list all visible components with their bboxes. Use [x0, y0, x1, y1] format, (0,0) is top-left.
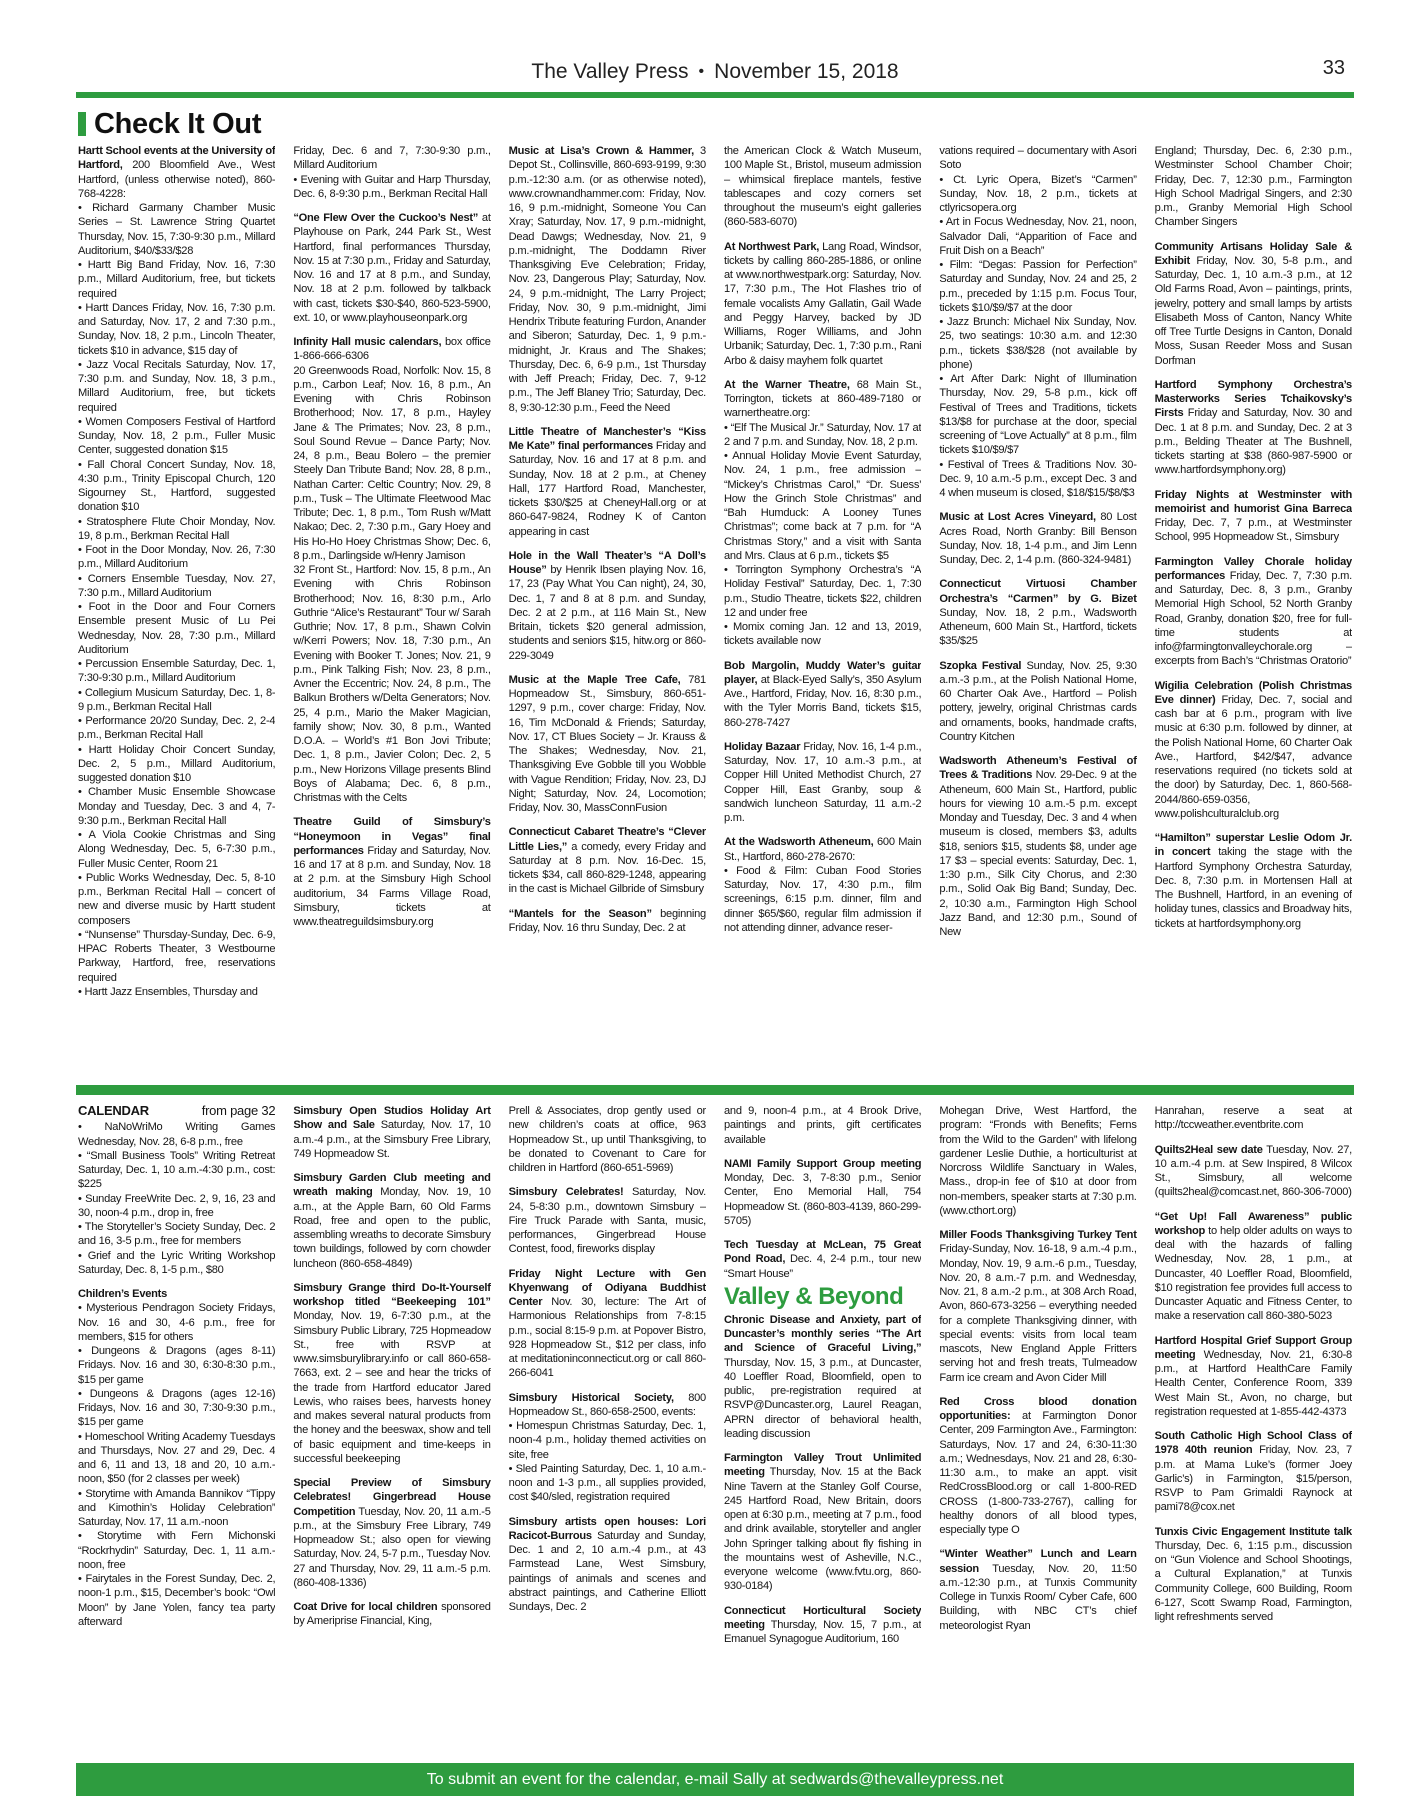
- text-column: [1155, 144, 1352, 1072]
- text-column: [78, 1104, 275, 1754]
- event-listing: [1155, 144, 1352, 230]
- event-details: at Black-Eyed Sally’s, 350 Asylum Ave., Hartford, Friday, Nov. 16, 8:30 p.m., with the Tyler Morris Band, tickets $15, 860-278-7427: [723, 673, 922, 729]
- event-details: Friday, Nov. 23, 7 p.m. at Mama Luke’s (former Joey Garlic’s) in Farmington, $15/person, RSVP to Pam Grimaldi Raynock at pami78@cox.net: [1154, 1444, 1352, 1514]
- event-listing: [509, 1391, 706, 1505]
- event-title: Hartt School events at the University of Hartford,: [78, 145, 276, 172]
- event-listing: [939, 1104, 1136, 1218]
- event-details: by Henrik Ibsen playing Nov. 16, 17, 23 (Pay What You Can night), 24, 30, Dec. 1, 7 and 8 at 8 p.m. and Sunday, Dec. 2 at 2 p.m., at 116 Main St., New Britain, tickets $20 general admission, students and seniors $15, hitw.org or 860-229-3049: [508, 564, 706, 662]
- event-details: Thursday, Dec. 6, 1:15 p.m., discussion on “Gun Violence and School Shootings, a Cultural Explanation,” at Tunxis Community College, 600 Building, Room 6-127, Scott Swamp Road, Farmington, light refreshments served: [1154, 1539, 1352, 1623]
- event-details: Friday, Dec. 7, social and cash bar at 6 p.m., program with live music at 6:30 p.m. followed by dinner, at the Polish National Home, 60 Charter Oak Ave., Hartford, $42/$47, advance reservations required (no tickets sold at the door) by Saturday, Dec. 1, 860-568-2044/860-659-0356, www.polishculturalclub.org: [1154, 693, 1352, 820]
- event-details: England; Thursday, Dec. 6, 2:30 p.m., Westminster School Chamber Choir; Friday, Dec. 7, 12:30 p.m., Farmington High School Madrigal Singers, and 2:30 p.m., Granby Memorial High School Chamber Singers: [1154, 145, 1352, 229]
- event-details: sponsored by Ameriprise Financial, King,: [293, 1601, 491, 1628]
- text-column: [724, 144, 921, 1072]
- event-details: Wednesday, Nov. 21, 6:30-8 p.m., at Hartford HealthCare Family Health Center, Conference Room, 339 West Main St., Avon, no charge, but registration requested at 1-855-442-4373: [1154, 1348, 1352, 1418]
- event-title: At the Wadsworth Atheneum,: [723, 836, 874, 849]
- event-title: Simsbury Garden Club meeting and wreath making: [293, 1172, 491, 1199]
- event-listing: [1155, 1334, 1352, 1420]
- event-title: Miller Foods Thanksgiving Turkey Tent: [939, 1229, 1137, 1241]
- text-column: [293, 1104, 490, 1754]
- event-listing: [1155, 240, 1352, 368]
- section-header: [78, 107, 261, 141]
- masthead: [76, 56, 1354, 88]
- event-title: South Catholic High School Class of 1978 40th reunion: [1154, 1430, 1352, 1457]
- event-title: Friday Night Lecture with Gen Khyenwang of Odiyana Buddhist Center: [508, 1267, 706, 1308]
- event-details: Hanrahan, reserve a seat at http://tccweather.eventbrite.com: [1154, 1105, 1352, 1132]
- event-title: Hartford Symphony Orchestra’s Masterworks Series Tchaikovsky’s Firsts: [1154, 378, 1352, 420]
- event-details: 600 Main St., Hartford, 860-278-2670: • Food & Film: Cuban Food Stories Saturday, Nov. 17, 4:30 p.m., film screenings, 6:15 p.m. dinner, film and dinner $65/$60, regular film admission if not attending dinner, advance reser-: [723, 836, 922, 934]
- event-title: Tunxis Civic Engagement Institute talk: [1154, 1525, 1352, 1538]
- event-listing: [939, 659, 1136, 745]
- middle-divider: [76, 1085, 1354, 1095]
- event-details: Thursday, Nov. 15, 3 p.m., at Duncaster, 40 Loeffler Road, Bloomfield, open to public, pre-registration required at RSVP@Duncaster.org, Laurel Reagan, APRN director of behavioral health, leading discussion: [723, 1356, 922, 1440]
- continued-from-label: from page 32: [201, 1104, 276, 1118]
- event-details: beginning Friday, Nov. 16 thru Sunday, Dec. 2 at: [508, 907, 706, 934]
- event-listing: [939, 1395, 1136, 1538]
- section-tab-marker: [78, 112, 86, 136]
- event-listing: [724, 659, 921, 730]
- event-listing: [293, 1281, 490, 1466]
- calendar-label: CALENDAR: [78, 1104, 149, 1118]
- event-listing: [939, 1547, 1136, 1633]
- event-details: and 9, noon-4 p.m., at 4 Brook Drive, paintings and prints, gift certificates available: [723, 1105, 922, 1146]
- page-number: 33: [1322, 57, 1345, 79]
- event-listing: [293, 1171, 490, 1271]
- event-title: Holiday Bazaar: [723, 740, 801, 753]
- event-details: taking the stage with the Hartford Symphony Orchestra Saturday, Dec. 8, 7:30 p.m. in Mortensen Hall at The Bushnell, Hartford, in an evening of holiday tunes, classics and Broadway hits, tickets at hartfordsymphony.org: [1154, 846, 1352, 930]
- event-title: Simsbury artists open houses: Lori Racicot-Burrous: [508, 1515, 706, 1542]
- event-listing: [509, 1104, 706, 1175]
- event-listing: [724, 1104, 921, 1147]
- publication-name: The Valley Press: [531, 60, 689, 83]
- event-listing: [1155, 1143, 1352, 1200]
- event-details: Sunday, Nov. 18, 2 p.m., Wadsworth Atheneum, 600 Main St., Hartford, tickets $35/$25: [939, 606, 1137, 648]
- event-listing: [724, 1238, 921, 1281]
- event-listing: [939, 754, 1136, 939]
- event-listing: [939, 144, 1136, 500]
- event-details: Monday, Nov. 19, 10 a.m., at the Apple Barn, 60 Old Farms Road, free and open to the public, assembling wreaths to decorate Simsbury town buildings, followed by corn chowder luncheon (860-658-4849): [293, 1186, 491, 1270]
- event-details: at Playhouse on Park, 244 Park St., West Hartford, final performances Thursday, Nov. 15 at 7:30 p.m., Friday and Saturday, Nov. 16 and 17 at 8 p.m., and Sunday, Nov. 18 at 2 p.m. followed by talkback with cast, tickets $30-$40, 860-523-5900, ext. 10, or www.playhouseonpark.org: [293, 212, 491, 324]
- event-title: Farmington Valley Trout Unlimited meeting: [723, 1452, 922, 1479]
- event-listing: [509, 425, 706, 539]
- calendar-continuation-header: [78, 1104, 275, 1118]
- event-listing: [724, 1604, 921, 1647]
- event-title: Tech Tuesday at McLean, 75 Great Pond Road,: [723, 1239, 922, 1266]
- event-details: • Mysterious Pendragon Society Fridays, Nov. 16 and 30, 4-6 p.m., free for members, $15 for others • Dungeons & Dragons (ages 8-11) Fridays. Nov. 16 and 30, 6:30-8:30 p.m., $15 per game • Dungeons & Dragons (ages 12-16) Fridays, Nov. 16 and 30, 7:30-9:30 p.m., $15 per game • Homeschool Writing Academy Tuesdays and Thursdays, Nov. 27 and 29, Dec. 4 and 6, 11 and 13, 18 and 20, 10 a.m.-noon, $50 (for 2 classes per week) • Storytime with Amanda Bannikov “Tippy and Kimothin’s Holiday Celebration” Saturday, Nov. 17, 11 a.m.-noon • Storytime with Fern Michonski “Rockrhydin” Saturday, Dec. 1, 11 a.m.-noon, free • Fairytales in the Forest Sunday, Dec. 2, noon-1 p.m., $15, December’s book: “Owl Moon” by Jane Yolen, fancy tea party afterward: [78, 1302, 276, 1628]
- event-title: Infinity Hall music calendars,: [293, 336, 442, 348]
- event-title: “One Flew Over the Cuckoo’s Nest”: [293, 212, 479, 224]
- event-listing: [724, 144, 921, 230]
- event-title: At the Warner Theatre,: [723, 378, 850, 391]
- calendar-columns: [78, 1104, 1352, 1754]
- event-listing: [293, 1104, 490, 1161]
- text-column: [78, 144, 275, 1072]
- event-title: Hole in the Wall Theater’s “A Doll’s House”: [508, 549, 706, 576]
- event-title: Little Theatre of Manchester’s “Kiss Me Kate” final performances: [508, 425, 706, 452]
- text-column: [509, 144, 706, 1072]
- event-title: Red Cross blood donation opportunities:: [939, 1395, 1137, 1422]
- event-listing: [1155, 1104, 1352, 1133]
- event-details: Friday, Dec. 7, 7 p.m., at Westminster School, 995 Hopmeadow St., Simsbury: [1154, 517, 1352, 544]
- event-details: Saturday and Sunday, Dec. 1 and 2, 10 a.m.-4 p.m., at 43 Farmstead Lane, West Simsbury, paintings of animals and scenes and abstract paintings, and Catherine Elliott Sundays, Dec. 2: [508, 1529, 706, 1613]
- event-details: Prell & Associates, drop gently used or new children’s coats at office, 963 Hopmeadow St., up until Thanksgiving, to be donated to Covenant to Care for children in Hartford (860-651-5969): [508, 1105, 706, 1174]
- event-listing: [1155, 831, 1352, 931]
- event-title: Simsbury Historical Society,: [508, 1391, 674, 1404]
- event-listing: [509, 1185, 706, 1256]
- event-title: Children’s Events: [78, 1288, 168, 1300]
- event-listing: [293, 335, 490, 805]
- event-title: Wadsworth Atheneum’s Festival of Trees & Traditions: [939, 755, 1137, 782]
- event-details: Dec. 4, 2-4 p.m., tour new “Smart House”: [723, 1253, 922, 1280]
- event-title: Music at Lisa’s Crown & Hammer,: [508, 145, 695, 157]
- event-listing: [1155, 488, 1352, 545]
- event-details: Friday and Saturday, Nov. 30 and Dec. 1 at 8 p.m. and Sunday, Dec. 2 at 3 p.m., Belding Theater at The Bushnell, tickets starting at $38 (860-987-5900 or www.hartfordsymphony.org): [1154, 407, 1352, 477]
- event-listing: [509, 825, 706, 896]
- event-listing: [78, 1120, 275, 1277]
- event-listing: [939, 510, 1136, 567]
- event-listing: [1155, 1210, 1352, 1324]
- event-details: Nov. 30, lecture: The Art of Harmonious Relationships from 7-8:15 p.m., social 8:15-9 p.m. at Popover Bistro, 928 Hopmeadow St., $12 per class, info at meditationinconnecticut.org or call 860-266-6041: [508, 1296, 706, 1380]
- event-details: Sunday, Nov. 25, 9:30 a.m.-3 p.m., at the Polish National Home, 60 Charter Oak Ave., Hartford – Polish pottery, jewelry, original Christmas cards and ornaments, books, handmade crafts, Country Kitchen: [939, 659, 1137, 743]
- text-column: [293, 144, 490, 1072]
- event-title: Connecticut Cabaret Theatre’s “Clever Little Lies,”: [508, 826, 706, 853]
- event-title: “Winter Weather” Lunch and Learn session: [939, 1548, 1137, 1575]
- event-title: Connecticut Virtuosi Chamber Orchestra’s “Carmen” by G. Bizet: [939, 578, 1137, 605]
- check-it-out-columns: [78, 144, 1352, 1072]
- event-listing: [724, 1157, 921, 1228]
- event-details: • NaNoWriMo Writing Games Wednesday, Nov. 28, 6-8 p.m., free • “Small Business Tools” Writing Retreat Saturday, Dec. 1, 10 a.m.-4:30 p.m., cost: $225 • Sunday FreeWrite Dec. 2, 9, 16, 23 and 30, noon-4 p.m., drop in, free • The Storyteller’s Society Sunday, Dec. 2 and 16, 3-5 p.m., free for members • Grief and the Lyric Writing Workshop Saturday, Dec. 8, 1-5 p.m., $80: [78, 1121, 276, 1276]
- event-listing: [509, 1267, 706, 1381]
- event-listing: [939, 1228, 1136, 1385]
- event-details: vations required – documentary with Asori Soto • Ct. Lyric Opera, Bizet’s “Carmen” Sunday, Nov. 18, 2 p.m., tickets at ctlyricsopera.org • Art in Focus Wednesday, Nov. 21, noon, Salvador Dali, “Apparition of Face and Fruit Dish on a Beach” • Film: “Degas: Passion for Perfection” Saturday and Sunday, Nov. 24 and 25, 2 p.m., preceded by 1:15 p.m. Focus Tour, tickets $10/$9/$7 at the door • Jazz Brunch: Michael Nix Sunday, Nov. 25, two seatings: 10:30 a.m. and 12:30 p.m., tickets $38/$28 (not available by phone) • Art After Dark: Night of Illumination Thursday, Nov. 29, 5-8 p.m., kick off Festival of Trees and Traditions, tickets $13/$8 for purchase at the door, special screening of “Love Actually” at 8 p.m., film tickets $10/$9/$7 • Festival of Trees & Traditions Nov. 30-Dec. 9, 10 a.m.-5 p.m., except Dec. 3 and 4 when museum is closed, $18/$15/$8/$3: [939, 145, 1137, 499]
- event-title: At Northwest Park,: [723, 240, 820, 253]
- event-details: Monday, Nov. 19, 6-7:30 p.m., at the Simsbury Public Library, 725 Hopmeadow St., free with RSVP at www.simsburylibrary.info or call 860-658-7663, ext. 2 – see and hear the tricks of the trade from Hartford educator Jared Lewis, who raises bees, harvests honey and makes several natural products from the honey and the beeswax, show and tell of basic equipment and time-keeps in successful beekeeping: [293, 1310, 491, 1465]
- event-listing: [1155, 555, 1352, 669]
- event-details: a comedy, every Friday and Saturday at 8 p.m. Nov. 16-Dec. 15, tickets $34, call 860-829-1248, appearing in the cast is Michael Gilbride of Simsbury: [508, 840, 706, 896]
- event-details: Nov. 29-Dec. 9 at the Atheneum, 600 Main St., Hartford, public hours for viewing 10 a.m.-5 p.m. except Monday and Tuesday, Dec. 3 and 4 when museum is closed, members $3, adults $18, seniors $15, students $8, under age 17 $3 – special events: Saturday, Dec. 1, 1:30 p.m., Silk City Chorus, and 2:30 p.m., Solid Oak Big Band; Sunday, Dec. 2, 10:30 a.m., Farmington High School Jazz Band, and 12:30 p.m., Sound of New: [939, 769, 1137, 938]
- issue-date: November 15, 2018: [714, 60, 899, 83]
- event-title: Simsbury Open Studios Holiday Art Show and Sale: [293, 1105, 491, 1132]
- event-listing: [1155, 1525, 1352, 1625]
- submission-footer: [76, 1763, 1354, 1796]
- event-title: Friday Nights at Westminster with memoirist and humorist Gina Barreca: [1154, 488, 1352, 515]
- event-listing: [293, 144, 490, 201]
- event-listing: [509, 144, 706, 415]
- event-title: Wigilia Celebration (Polish Christmas Eve dinner): [1154, 679, 1352, 706]
- event-listing: [293, 211, 490, 325]
- event-details: Friday, Dec. 6 and 7, 7:30-9:30 p.m., Millard Auditorium • Evening with Guitar and Harp Thursday, Dec. 6, 8-9:30 p.m., Berkman Recital Hall: [293, 145, 491, 200]
- event-listing: [724, 1451, 921, 1594]
- event-details: Friday and Saturday, Nov. 16 and 17 at 8 p.m. and Sunday, Nov. 18 at 2 p.m. at the Simsbury High School auditorium, 34 Farms Village Road, Simsbury, tickets at www.theatreguildsimsbury.org: [293, 844, 491, 928]
- event-details: Tuesday, Nov. 20, 11:50 a.m.-12:30 p.m., at Tunxis Community College in Tunxis Room/ Cyber Cafe, 600 Building, with NBC CT’s chief meteorologist Ryan: [939, 1562, 1137, 1632]
- event-title: Connecticut Horticultural Society meeting: [723, 1604, 922, 1631]
- top-divider: [76, 92, 1354, 98]
- event-title: Farmington Valley Chorale holiday performances: [1154, 555, 1352, 582]
- event-details: Lang Road, Windsor, tickets by calling 860-285-1886, or online at www.northwestpark.org: Saturday, Nov. 17, 7:30 p.m., The Hot Flashes trio of female vocalists Amy Gallatin, Gail Wade and Peggy Harvey, backed by JD Williams, Roger Williams, and John Urbanik; Saturday, Dec. 1, 7:30 p.m., Rani Arbo & daisy mayhem folk quartet: [723, 240, 922, 367]
- text-column: [1155, 1104, 1352, 1754]
- event-listing: [509, 1515, 706, 1615]
- event-listing: [509, 549, 706, 663]
- text-column: [509, 1104, 706, 1754]
- event-details: 781 Hopmeadow St., Simsbury, 860-651-1297, 9 p.m., cover charge: Friday, Nov. 16, Tim McDonald & Friends; Saturday, Nov. 17, CT Blues Society – Jr. Krauss & The Shakes; Wednesday, Nov. 21, Thanksgiving Eve Gobble till you Wobble with Vague Rendition; Friday, Nov. 23, DJ Night; Saturday, Nov. 24, Locomotion; Friday, Nov. 30, MassConnFusion: [508, 673, 706, 814]
- event-listing: [293, 1476, 490, 1590]
- event-title: Chronic Disease and Anxiety, part of Duncaster’s monthly series “The Art and Science of Graceful Living,”: [723, 1313, 922, 1355]
- event-details: box office 1-866-666-6306 20 Greenwoods Road, Norfolk: Nov. 15, 8 p.m., Carbon Leaf; Nov. 16, 8 p.m., An Evening with Chris Robinson Brotherhood; Nov. 17, 8 p.m., Hayley Jane & The Primates; Nov. 23, 8 p.m., Soul Sound Revue – Dance Party; Nov. 24, 8 p.m., Beau Bolero – the premier Steely Dan Tribute Band; Nov. 28, 8 p.m., Nathan Carter: Celtic Country; Nov. 29, 8 p.m., Tusk – The Ultimate Fleetwood Mac Tribute; Dec. 1, 8 p.m., Tom Rush w/Matt Nakao; Dec. 2, 7:30 p.m., Gary Hoey and His Ho-Ho Hoey Christmas Show; Dec. 6, 8 p.m., Darlingside w/Henry Jamison 32 Front St., Hartford: Nov. 15, 8 p.m., An Evening with Chris Robinson Brotherhood; Nov. 16, 8:30 p.m., Arlo Guthrie “Alice’s Restaurant” Tour w/ Sarah Guthrie; Nov. 17, 8 p.m., Shawn Colvin w/Kerri Powers; Nov. 18, 7:30 p.m., An Evening with Booker T. Jones; Nov. 21, 9 p.m., Pink Talking Fish; Nov. 23, 8 p.m., Avner the Eccentric; Nov. 24, 8 p.m., The Balkun Brothers w/Delta Generators; Nov. 25, 4 p.m., Mario the Maker Magician, family show; Nov. 30, 8 p.m., Wanted D.O.A. – World’s #1 Bon Jovi Tribute; Dec. 1, 8 p.m., Javier Colon; Dec. 2, 5 p.m., New Horizons Village presents Blind Boys of Alabama; Dec. 6, 8 p.m., Christmas with the Celts: [293, 336, 491, 804]
- event-title: “Get Up! Fall Awareness” public workshop: [1154, 1210, 1352, 1237]
- event-title: NAMI Family Support Group meeting: [723, 1157, 922, 1170]
- event-title: Coat Drive for local children: [293, 1601, 438, 1613]
- event-details: Monday, Dec. 3, 7-8:30 p.m., Senior Center, Eno Memorial Hall, 754 Hopmeadow St. (860-803-4139, 860-299-5705): [723, 1172, 922, 1227]
- event-title: Theatre Guild of Simsbury’s “Honeymoon in Vegas” final performances: [293, 816, 491, 857]
- event-title: “Hamilton” superstar Leslie Odom Jr. in concert: [1154, 832, 1352, 859]
- event-listing: [1155, 679, 1352, 822]
- event-listing: [78, 144, 275, 999]
- event-details: Tuesday, Nov. 20, 11 a.m.-5 p.m., at the Simsbury Free Library, 749 Hopmeadow St.; also open for viewing Saturday, Nov. 24, 5-7 p.m., Tuesday Nov. 27 and Thursday, Nov. 29, 11 a.m.-5 p.m. (860-408-1336): [293, 1505, 491, 1589]
- event-details: Friday, Dec. 7, 7:30 p.m. and Saturday, Dec. 8, 3 p.m., Granby Memorial High School, 52 North Granby Road, Granby, donation $20, free for full-time students at info@farmingtonvalleychorale.org – excerpts from Bach’s “Christmas Oratorio”: [1154, 569, 1352, 668]
- event-listing: [293, 815, 490, 929]
- event-listing: [724, 1313, 921, 1441]
- event-title: Simsbury Celebrates!: [508, 1186, 624, 1199]
- event-details: Friday, Nov. 30, 5-8 p.m., and Saturday, Dec. 1, 10 a.m.-3 p.m., at 12 Old Farms Road, Avon – paintings, prints, jewelry, pottery and small lamps by artists Elisabeth Moss of Canton, Nancy White off Tree Turtle Designs in Canton, Donald Moss, Susan Reeder Moss and Susan Dorfman: [1154, 254, 1352, 367]
- event-details: Mohegan Drive, West Hartford, the program: “Fronds with Benefits; Ferns from the Wild to the Garden” with lifelong gardener Leslie Duthie, a horticulturist at Norcross Wildlife Sanctuary in Wales, Mass., drop-in fee of $10 at door from non-members, speaker starts at 7:30 p.m. (www.cthort.org): [939, 1105, 1137, 1217]
- event-details: Friday and Saturday, Nov. 16 and 17 at 8 p.m. and Sunday, Nov. 18 at 2 p.m., at Cheney Hall, 177 Hartford Road, Manchester, tickets $30/$25 at CheneyHall.org or at 860-647-9824, Rodney K of Canton appearing in cast: [508, 440, 706, 538]
- event-title: “Mantels for the Season”: [508, 907, 652, 920]
- event-listing: [724, 240, 921, 368]
- event-listing: [509, 907, 706, 936]
- masthead-separator: •: [698, 63, 705, 80]
- footer-text: To submit an event for the calendar, e-mail Sally at sedwards@thevalleypress.net: [426, 1770, 1004, 1788]
- event-listing: [293, 1600, 490, 1629]
- event-title: Hartford Hospital Grief Support Group meeting: [1154, 1334, 1352, 1361]
- event-details: the American Clock & Watch Museum, 100 Maple St., Bristol, museum admission – whimsical fireplace mantels, festive tablescapes and cozy corners set throughout the museum’s eight galleries (860-583-6070): [723, 145, 922, 229]
- event-title: Music at the Maple Tree Cafe,: [508, 673, 681, 686]
- event-listing: [939, 577, 1136, 648]
- event-listing: [724, 835, 921, 935]
- text-column: [939, 144, 1136, 1072]
- text-column: [724, 1104, 921, 1754]
- event-details: Thursday, Nov. 15 at the Back Nine Tavern at the Stanley Golf Course, 245 Hartford Road, New Britain, doors open at 6:30 p.m., meeting at 7 p.m., food and drink available, storyteller and angler John Springer talking about fly fishing in the mountains west of Asheville, N.C., everyone welcome (www.fvtu.org, 860-930-0184): [723, 1466, 922, 1593]
- event-details: Friday, Nov. 16, 1-4 p.m., Saturday, Nov. 17, 10 a.m.-3 p.m., at Copper Hill United Methodist Church, 27 Copper Hill, East Granby, soup & sandwich luncheon Saturday, 11 a.m.-2 p.m.: [723, 740, 922, 824]
- event-title: Szopka Festival: [939, 659, 1022, 672]
- event-listing: [509, 673, 706, 816]
- event-details: 3 Depot St., Collinsville, 860-693-9199, 9:30 p.m.-12:30 a.m. (or as otherwise noted), www.crownandhammer.com: Friday, Nov. 16, 9 p.m.-midnight, Someone You Can Xray; Saturday, Nov. 17, 9 p.m.-midnight, Dead Dawgs; Wednesday, Nov. 21, 9 p.m.-midnight, The Doddamn River Thanksgiving Eve Celebration; Friday, Nov. 23, Dangerous Play; Saturday, Nov. 24, 9 p.m.-midnight, The Larry Project; Friday, Nov. 30, 9 p.m.-midnight, Jimi Hendrix Tribute featuring Furdon, Anander and Siberon; Saturday, Dec. 1, 9 p.m.-midnight, Jr. Kraus and The Shakes; Thursday, Dec. 6, 6-9 p.m., 1st Thursday with Jeff Preach; Friday, Dec. 7, 9-12 p.m., The Jeff Blaney Trio; Saturday, Dec. 8, 9:30-12:30 p.m., Feed the Need: [508, 145, 706, 414]
- event-listing: [1155, 378, 1352, 478]
- event-title: Quilts2Heal sew date: [1154, 1143, 1263, 1156]
- event-details: to help older adults on ways to deal with the hazards of falling Wednesday, Nov. 28, 1 p.m., at Duncaster, 40 Loeffler Road, Bloomfield, $10 registration fee provides full access to Duncaster Aquatic and Fitness Center, to make a reservation call 860-380-5023: [1154, 1224, 1352, 1323]
- event-details: Tuesday, Nov. 27, 10 a.m.-4 p.m. at Sew Inspired, 8 Wilcox St., Simsbury, all welcome (quilts2heal@comcast.net, 860-306-7000): [1154, 1143, 1352, 1199]
- event-details: 80 Lost Acres Road, North Granby: Bill Benson Sunday, Nov. 18, 1-4 p.m., and Jim Lenn Sunday, Dec. 2, 1-4 p.m. (860-324-9481): [939, 511, 1137, 566]
- valley-beyond-heading: Valley & Beyond: [723, 1282, 904, 1310]
- event-listing: [78, 1287, 275, 1629]
- text-column: [939, 1104, 1136, 1754]
- event-title: Community Artisans Holiday Sale & Exhibit: [1154, 240, 1352, 267]
- event-listing: [1155, 1429, 1352, 1515]
- event-details: Saturday, Nov. 17, 10 a.m.-4 p.m., at the Simsbury Free Library, 749 Hopmeadow St.: [293, 1119, 491, 1160]
- event-details: Saturday, Nov. 24, 5-8:30 p.m., downtown Simsbury – Fire Truck Parade with Santa, music, performances, Gingerbread House Contest, food, fireworks display: [508, 1186, 706, 1256]
- event-details: 68 Main St., Torrington, tickets at 860-489-7180 or warnertheatre.org: • “Elf The Musical Jr.” Saturday, Nov. 17 at 2 and 7 p.m. and Sunday, Nov. 18, 2 p.m. • Annual Holiday Movie Event Saturday, Nov. 24, 1 p.m., free admission – “Mickey’s Christmas Carol,” “Dr. Suess’ How the Grinch Stole Christmas” and “Bah Humduck: A Looney Tunes Christmas”; come back at 7 p.m. for “A Christmas Story,” and a visit with Santa and Mrs. Claus at 6 p.m., tickets $5 • Torrington Symphony Orchestra’s “A Holiday Festival” Saturday, Dec. 1, 7:30 p.m., Studio Theatre, tickets $22, children 12 and under free • Momix coming Jan. 12 and 13, 2019, tickets available now: [723, 378, 922, 648]
- event-details: at Farmington Donor Center, 209 Farmington Ave., Farmington: Saturdays, Nov. 17 and 24, 6:30-11:30 a.m.; Wednesdays, Nov. 21 and 28, 6:30-11:30 a.m., to make an appt. visit RedCrossBlood.org or call 1-800-RED CROSS (1-800-733-2767), calling for healthy donors of all blood types, especially type O: [939, 1410, 1137, 1536]
- event-details: 200 Bloomfield Ave., West Hartford, (unless otherwise noted), 860-768-4228: • Richard Garmany Chamber Music Series – St. Lawrence String Quartet Thursday, Nov. 15, 7:30-9:30 p.m., Millard Auditorium, $40/$33/$28 • Hartt Big Band Friday, Nov. 16, 7:30 p.m., Millard Auditorium, free, but tickets required • Hartt Dances Friday, Nov. 16, 7:30 p.m. and Saturday, Nov. 17, 2 and 7:30 p.m., Sunday, Nov. 18, 2 p.m., Lincoln Theater, tickets $10 in advance, $15 day of • Jazz Vocal Recitals Saturday, Nov. 17, 7:30 p.m. and Sunday, Nov. 18, 3 p.m., Millard Auditorium, free, but tickets required • Women Composers Festival of Hartford Sunday, Nov. 18, 2 p.m., Fuller Music Center, suggested donation $15 • Fall Choral Concert Sunday, Nov. 18, 4:30 p.m., Trinity Episcopal Church, 120 Sigourney St., Hartford, suggested donation $10 • Stratosphere Flute Choir Monday, Nov. 19, 8 p.m., Berkman Recital Hall • Foot in the Door Monday, Nov. 26, 7:30 p.m., Millard Auditorium • Corners Ensemble Tuesday, Nov. 27, 7:30 p.m., Millard Auditorium • Foot in the Door and Four Corners Ensemble present Music of Lu Pei Wednesday, Nov. 28, 7:30 p.m., Millard Auditorium • Percussion Ensemble Saturday, Dec. 1, 7:30-9:30 p.m., Millard Auditorium • Collegium Musicum Saturday, Dec. 1, 8-9 p.m., Berkman Recital Hall • Performance 20/20 Sunday, Dec. 2, 2-4 p.m., Berkman Recital Hall • Hartt Holiday Choir Concert Sunday, Dec. 2, 5 p.m., Millard Auditorium, suggested donation $10 • Chamber Music Ensemble Showcase Monday and Tuesday, Dec. 3 and 4, 7-9:30 p.m., Berkman Recital Hall • A Viola Cookie Christmas and Sing Along Wednesday, Dec. 5, 6-7:30 p.m., Fuller Music Center, Room 21 • Public Works Wednesday, Dec. 5, 8-10 p.m., Berkman Recital Hall – concert of new and diverse music by Hartt student composers • “Nunsense” Thursday-Sunday, Dec. 6-9, HPAC Roberts Theater, 3 Westbourne Parkway, Hartford, free, reservations required • Hartt Jazz Ensembles, Thursday and: [78, 159, 276, 998]
- event-listing: [724, 740, 921, 826]
- event-title: Bob Margolin, Muddy Water’s guitar player,: [723, 659, 922, 686]
- section-title: Check It Out: [94, 107, 262, 140]
- event-listing: [724, 378, 921, 649]
- event-title: Simsbury Grange third Do-It-Yourself workshop titled “Beekeeping 101”: [293, 1281, 491, 1308]
- event-details: 800 Hopmeadow St., 860-658-2500, events: • Homespun Christmas Saturday, Dec. 1, noon-4 p.m., holiday themed activities on site, free • Sled Painting Saturday, Dec. 1, 10 a.m.-noon and 1-3 p.m., all supplies provided, cost $40/sled, registration required: [508, 1391, 706, 1504]
- event-details: Friday-Sunday, Nov. 16-18, 9 a.m.-4 p.m., Monday, Nov. 19, 9 a.m.-6 p.m., Tuesday, Nov. 20, 8 a.m.-7 p.m. and Wednesday, Nov. 21, 8 a.m.-2 p.m., at 308 Arch Road, Avon, 860-673-3256 – everything needed for a complete Thanksgiving dinner, with special events: visits from local team mascots, New England Apple Fritters serving hot and fresh treats, Tulmeadow Farm ice cream and Avon Cider Mill: [939, 1243, 1137, 1384]
- event-title: Special Preview of Simsbury Celebrates! Gingerbread House Competition: [293, 1477, 491, 1518]
- event-title: Music at Lost Acres Vineyard,: [939, 511, 1096, 524]
- event-details: Thursday, Nov. 15, 7 p.m., at Emanuel Synagogue Auditorium, 160: [723, 1618, 922, 1645]
